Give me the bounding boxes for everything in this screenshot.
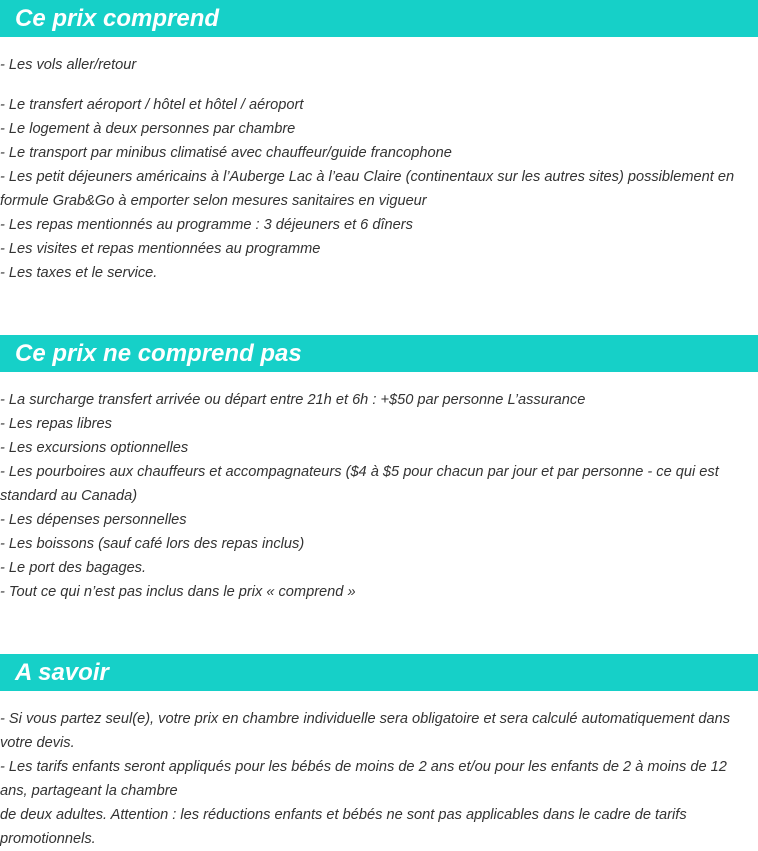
list-item: - Le port des bagages. — [0, 560, 147, 576]
list-item: - Les tarifs enfants seront appliqués pour les bébés de moins de 2 ans et/ou pour les enfants de 2 à moins de 12 ans, partageant la chambre — [0, 759, 727, 799]
list-item: - Le logement à deux personnes par chambre — [0, 121, 296, 137]
good-to-know-list — [0, 707, 758, 851]
list-item: - Les petit déjeuners américains à l’Auberge Lac à l’eau Claire (continentaux sur les autres sites) possiblement en formule Grab&Go à emporter selon mesures sanitaires en vigueur — [0, 169, 735, 209]
list-item: - Les repas libres — [0, 416, 112, 432]
section-header-good-to-know: A savoir — [0, 654, 758, 691]
list-item: - Les visites et repas mentionnées au programme — [0, 241, 321, 257]
list-item: - Les excursions optionnelles — [0, 440, 189, 456]
list-item: - Les dépenses personnelles — [0, 512, 187, 528]
list-item: - Les taxes et le service. — [0, 265, 158, 281]
list-item: - Les vols aller/retour — [0, 57, 137, 73]
list-item: de deux adultes. Attention : les réductions enfants et bébés ne sont pas applicables dans le cadre de tarifs promotionnels. — [0, 807, 687, 847]
list-item: - Les repas mentionnés au programme : 3 déjeuners et 6 dîners — [0, 217, 413, 233]
list-item: - Tout ce qui n’est pas inclus dans le prix « comprend » — [0, 584, 356, 600]
excludes-list — [0, 388, 758, 604]
list-item: - Si vous partez seul(e), votre prix en chambre individuelle sera obligatoire et sera calculé automatiquement dans votre devis. — [0, 711, 731, 751]
includes-list — [0, 53, 758, 285]
list-item: - Le transport par minibus climatisé avec chauffeur/guide francophone — [0, 145, 452, 161]
list-item: - La surcharge transfert arrivée ou départ entre 21h et 6h : +$50 par personne L’assurance — [0, 392, 586, 408]
section-header-excludes: Ce prix ne comprend pas — [0, 335, 758, 372]
list-item: - Les boissons (sauf café lors des repas inclus) — [0, 536, 305, 552]
list-item: - Les pourboires aux chauffeurs et accompagnateurs ($4 à $5 pour chacun par jour et par personne - ce qui est standard au Canada) — [0, 464, 719, 504]
list-item: - Le transfert aéroport / hôtel et hôtel / aéroport — [0, 97, 304, 113]
section-header-includes: Ce prix comprend — [0, 0, 758, 37]
